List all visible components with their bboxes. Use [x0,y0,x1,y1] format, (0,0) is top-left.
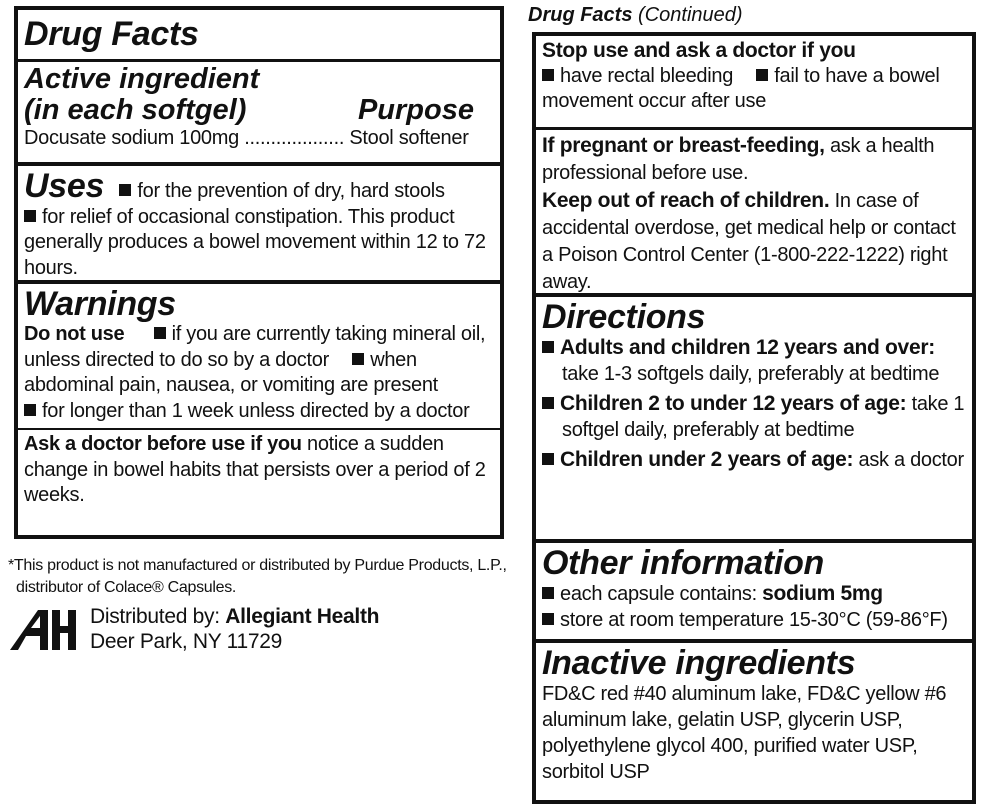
footnote-line-1: *This product is not manufactured or distributed by Purdue Products, L.P., [8,557,507,574]
bullet-icon [24,210,36,222]
do-not-use-label: Do not use [24,323,125,345]
bullet-icon [24,404,36,416]
drug-facts-panel-right [532,32,976,804]
pregnancy-label: If pregnant or breast-feeding, [542,134,825,157]
uses-item-1: for the prevention of dry, hard stools [137,180,445,202]
inactive-ingredients-text: FD&C red #40 aluminum lake, FD&C yellow #6 aluminum lake, gelatin USP, glycerin USP, polyethylene glycol 400, purified water USP, sorbitol USP [542,683,947,783]
directions-item-3 [542,447,966,474]
other-item-2: store at room temperature 15-30°C (59-86°F) [560,608,948,631]
bullet-icon [542,397,554,409]
do-not-use-item-2: when abdominal pain, nausea, or vomiting are present [24,348,438,396]
allegiant-health-logo [10,606,80,652]
directions-item-1-text: take 1-3 softgels daily, preferably at bedtime [562,362,940,385]
bullet-icon [542,453,554,465]
warnings-heading: Warnings [24,285,176,323]
ingredient-purpose: Stool softener [349,127,469,149]
directions-section [536,297,972,543]
inactive-ingredients-heading: Inactive ingredients [542,644,856,682]
other-information-heading: Other information [542,544,825,582]
stop-use-section [536,36,972,130]
drug-facts-panel-left [14,6,504,539]
warnings-section [18,284,500,535]
pregnancy-text: ask a health professional before use. [542,135,935,184]
bullet-icon [542,613,554,625]
bullet-icon [154,327,166,339]
bullet-icon [542,341,554,353]
continued-title: Drug Facts [528,4,633,26]
continued-label: (Continued) [638,4,743,26]
directions-heading: Directions [542,298,706,336]
active-ingredient-heading: Active ingredient [24,63,260,95]
do-not-use-item-1: if you are currently taking mineral oil, unless directed to do so by a doctor [24,323,486,371]
bullet-icon [542,69,554,81]
ask-doctor-label: Ask a doctor before use if you [24,433,302,455]
other-item-1-text: each capsule contains: [560,583,757,605]
footnote-line-2: distributor of Colace® Capsules. [16,579,237,596]
stop-use-heading: Stop use and ask a doctor if you [542,39,856,62]
title-section [18,10,500,62]
directions-item-3-text: ask a doctor [858,449,964,471]
distributor-prefix: Distributed by: [90,605,220,628]
active-ingredient-section [18,62,500,166]
distributor-block [10,604,490,656]
stop-use-item-1: have rectal bleeding [560,64,734,87]
stop-use-item-2: fail to have a bowel movement occur after use [542,64,940,112]
purpose-heading: Purpose [357,94,474,126]
bullet-icon [352,353,364,365]
distributor-name: Allegiant Health [225,605,380,628]
uses-item-2: for relief of occasional constipation. This product generally produces a bowel movement within 12 to 72 hours. [24,205,486,279]
directions-item-2-label: Children 2 to under 12 years of age: [560,392,907,415]
directions-item-2-text: take 1 softgel daily, preferably at bedtime [562,393,965,441]
ask-doctor-text: notice a sudden change in bowel habits that persists over a period of 2 weeks. [24,433,486,506]
ingredient-name: Docusate sodium 100mg [24,127,239,149]
leader-dots: ................... [244,127,345,149]
divider [18,428,500,430]
distributor-address: Deer Park, NY 11729 [90,630,282,653]
do-not-use-item-3: for longer than 1 week unless directed by a doctor [42,399,470,422]
uses-section [18,166,500,284]
other-item-1-value: sodium 5mg [762,582,883,605]
bullet-icon [756,69,768,81]
directions-item-1 [542,335,966,387]
keep-out-label: Keep out of reach of children. [542,189,830,212]
other-information-section [536,543,972,643]
keep-out-text: In case of accidental overdose, get medical help or contact a Poison Control Center (1-800-222-1222) right away. [542,190,956,293]
active-ingredient-subheading: (in each softgel) [24,94,247,126]
directions-item-2 [542,391,966,443]
bullet-icon [542,587,554,599]
uses-heading: Uses [24,167,105,205]
directions-item-1-label: Adults and children 12 years and over: [560,336,935,359]
pregnancy-section [536,130,972,297]
directions-item-3-label: Children under 2 years of age: [560,448,854,471]
inactive-ingredients-section [536,643,972,800]
bullet-icon [119,184,131,196]
footnote [8,555,508,599]
drug-facts-title: Drug Facts [24,15,199,53]
continued-header [528,3,743,27]
active-ingredient-row [24,126,494,152]
